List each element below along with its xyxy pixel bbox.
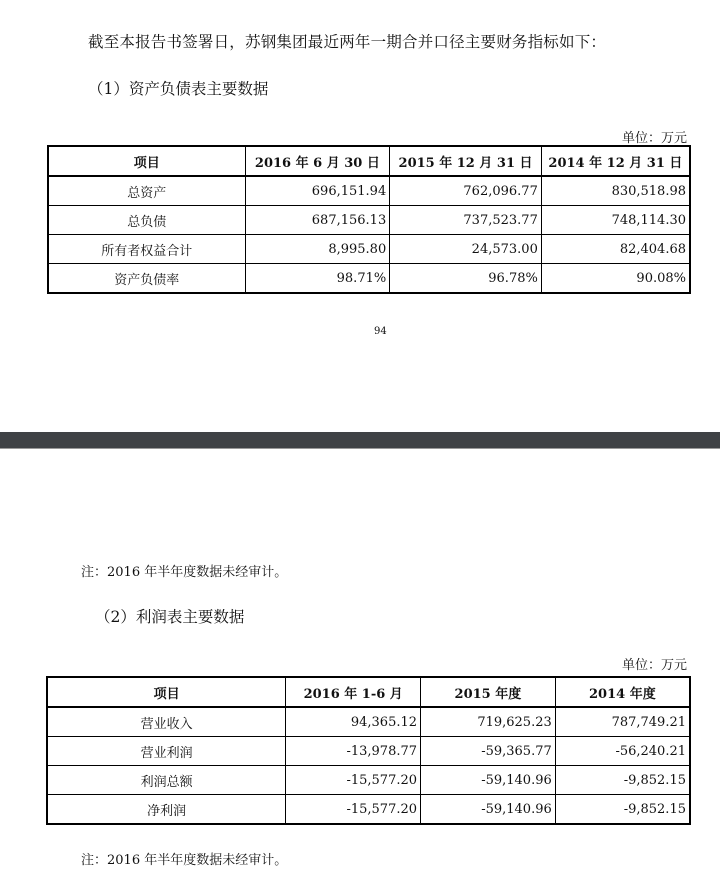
value-cell: -59,140.96 <box>421 766 556 795</box>
header-cell: 项目 <box>48 146 245 176</box>
table-row <box>47 707 690 737</box>
header-cell: 2016 年 6 月 30 日 <box>245 146 390 176</box>
header-cell: 2015 年 12 月 31 日 <box>390 146 542 176</box>
value-cell: -9,852.15 <box>555 766 690 795</box>
header-cell: 2014 年度 <box>555 677 690 707</box>
income-statement-heading: （2）利润表主要数据 <box>95 608 245 626</box>
row-label: 利润总额 <box>47 766 286 795</box>
row-label: 营业利润 <box>47 737 286 766</box>
value-cell: 696,151.94 <box>245 176 390 206</box>
value-cell: 830,518.98 <box>541 176 690 206</box>
income-statement-table <box>46 676 691 825</box>
table-row <box>47 766 690 795</box>
table-header-row <box>47 677 690 707</box>
value-cell: -9,852.15 <box>555 795 690 825</box>
page-divider-edge <box>0 448 720 449</box>
table-row <box>48 176 690 206</box>
value-cell: -15,577.20 <box>286 766 421 795</box>
value-cell: 737,523.77 <box>390 206 542 235</box>
page-divider <box>0 432 720 448</box>
value-cell: -13,978.77 <box>286 737 421 766</box>
value-cell: 748,114.30 <box>541 206 690 235</box>
row-label: 资产负债率 <box>48 264 245 294</box>
value-cell: -15,577.20 <box>286 795 421 825</box>
table-row <box>48 235 690 264</box>
table-row <box>47 737 690 766</box>
value-cell: 24,573.00 <box>390 235 542 264</box>
value-cell: 719,625.23 <box>421 707 556 737</box>
header-cell: 2016 年 1-6 月 <box>286 677 421 707</box>
value-cell: 8,995.80 <box>245 235 390 264</box>
header-cell: 2015 年度 <box>421 677 556 707</box>
page-number: 94 <box>374 326 387 337</box>
value-cell: 90.08% <box>541 264 690 294</box>
value-cell: -56,240.21 <box>555 737 690 766</box>
header-cell: 项目 <box>47 677 286 707</box>
row-label: 总资产 <box>48 176 245 206</box>
table-row <box>48 264 690 294</box>
balance-unit-label: 单位：万元 <box>621 131 687 146</box>
income-unit-label: 单位：万元 <box>621 658 687 673</box>
value-cell: -59,140.96 <box>421 795 556 825</box>
value-cell: 82,404.68 <box>541 235 690 264</box>
value-cell: 96.78% <box>390 264 542 294</box>
balance-sheet-table <box>47 145 691 294</box>
value-cell: 94,365.12 <box>286 707 421 737</box>
value-cell: -59,365.77 <box>421 737 556 766</box>
value-cell: 687,156.13 <box>245 206 390 235</box>
value-cell: 762,096.77 <box>390 176 542 206</box>
value-cell: 98.71% <box>245 264 390 294</box>
table-row <box>48 206 690 235</box>
row-label: 所有者权益合计 <box>48 235 245 264</box>
row-label: 净利润 <box>47 795 286 825</box>
intro-text: 截至本报告书签署日，苏钢集团最近两年一期合并口径主要财务指标如下： <box>88 33 607 51</box>
value-cell: 787,749.21 <box>555 707 690 737</box>
audit-note: 注：2016 年半年度数据未经审计。 <box>81 565 288 580</box>
row-label: 总负债 <box>48 206 245 235</box>
audit-note-bottom: 注：2016 年半年度数据未经审计。 <box>81 853 288 868</box>
table-row <box>47 795 690 825</box>
header-cell: 2014 年 12 月 31 日 <box>541 146 690 176</box>
balance-sheet-heading: （1）资产负债表主要数据 <box>88 80 269 98</box>
table-header-row <box>48 146 690 176</box>
row-label: 营业收入 <box>47 707 286 737</box>
